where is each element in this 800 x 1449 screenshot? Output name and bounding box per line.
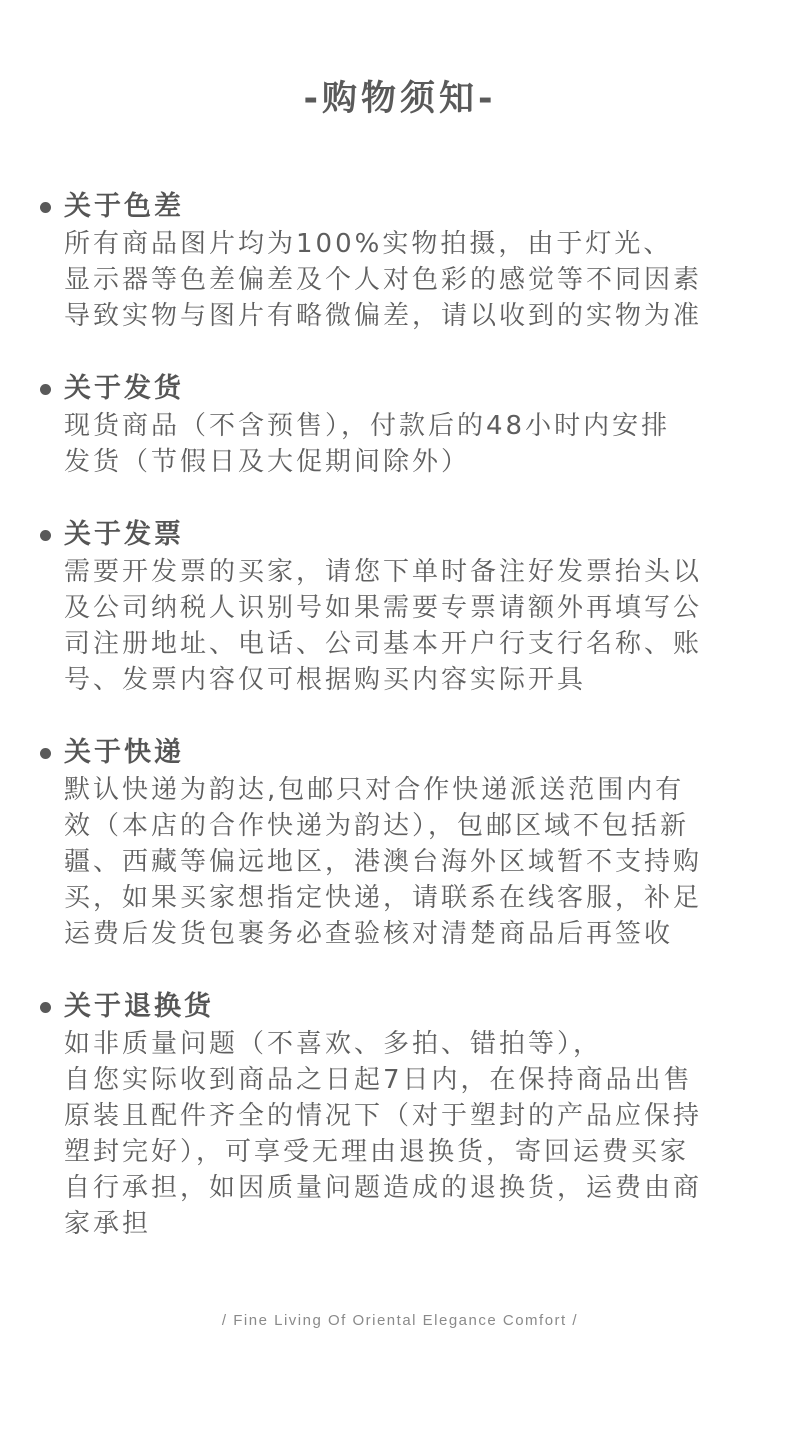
section-heading: 关于发货 bbox=[64, 373, 184, 404]
bullet-dot-icon bbox=[40, 384, 51, 395]
section-text-line: 司注册地址、电话、公司基本开户行支行名称、账 bbox=[64, 629, 703, 659]
bullet-dot-icon bbox=[40, 1002, 51, 1013]
section-text-line: 号、发票内容仅可根据购买内容实际开具 bbox=[64, 665, 587, 695]
section-text-line: 需要开发票的买家，请您下单时备注好发票抬头以 bbox=[64, 557, 703, 587]
section-text-line: 自您实际收到商品之日起7日内，在保持商品出售 bbox=[64, 1065, 693, 1095]
section-heading: 关于快递 bbox=[64, 737, 184, 768]
section-text-line: 运费后发货包裹务必查验核对清楚商品后再签收 bbox=[64, 919, 674, 949]
section-text-line: 疆、西藏等偏远地区，港澳台海外区域暂不支持购 bbox=[64, 847, 703, 877]
footer-tagline: / Fine Living Of Oriental Elegance Comfort / bbox=[221, 1312, 579, 1329]
page-title: -购物须知- bbox=[303, 79, 497, 119]
section-heading: 关于退换货 bbox=[64, 991, 214, 1022]
bullet-dot-icon bbox=[40, 530, 51, 541]
section-text-line: 导致实物与图片有略微偏差，请以收到的实物为准 bbox=[64, 301, 703, 331]
section-text-line: 买，如果买家想指定快递，请联系在线客服，补足 bbox=[64, 883, 703, 913]
section-text-line: 如非质量问题（不喜欢、多拍、错拍等）， bbox=[64, 1029, 603, 1059]
section-text-line: 自行承担，如因质量问题造成的退换货，运费由商 bbox=[64, 1173, 703, 1203]
section-text-line: 塑封完好），可享受无理由退换货，寄回运费买家 bbox=[64, 1137, 690, 1167]
section-shipping bbox=[64, 370, 754, 480]
section-text-line: 所有商品图片均为100%实物拍摄，由于灯光、 bbox=[64, 229, 673, 259]
section-text-line: 显示器等色差偏差及个人对色彩的感觉等不同因素 bbox=[64, 265, 703, 295]
section-heading: 关于发票 bbox=[64, 519, 184, 550]
section-text-line: 发货（节假日及大促期间除外） bbox=[64, 447, 471, 477]
section-text-line: 家承担 bbox=[64, 1209, 152, 1239]
bullet-dot-icon bbox=[40, 202, 51, 213]
section-text-line: 原装且配件齐全的情况下（对于塑封的产品应保持 bbox=[64, 1101, 703, 1131]
section-text-line: 及公司纳税人识别号如果需要专票请额外再填写公 bbox=[64, 593, 703, 623]
notice-sections bbox=[0, 188, 800, 1242]
section-invoice bbox=[64, 516, 754, 698]
section-text-line: 默认快递为韵达,包邮只对合作快递派送范围内有 bbox=[64, 775, 685, 805]
section-heading: 关于色差 bbox=[64, 191, 184, 222]
section-text-line: 效（本店的合作快递为韵达），包邮区域不包括新 bbox=[64, 811, 690, 841]
section-returns bbox=[64, 988, 754, 1242]
section-color-difference bbox=[64, 188, 754, 334]
bullet-dot-icon bbox=[40, 748, 51, 759]
section-courier bbox=[64, 734, 754, 952]
section-text-line: 现货商品（不含预售），付款后的48小时内安排 bbox=[64, 411, 671, 441]
